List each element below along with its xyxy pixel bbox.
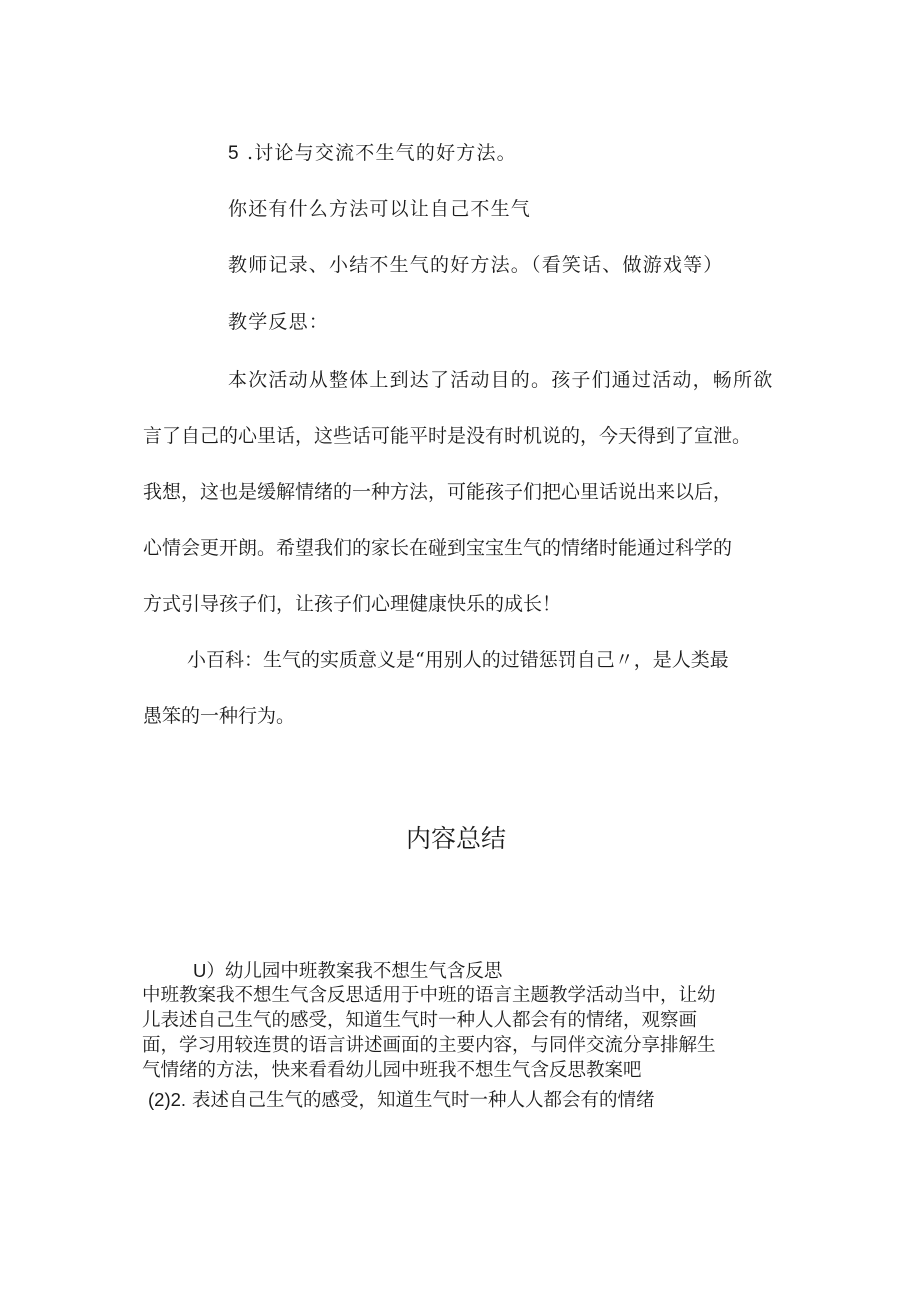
summary-item-2-text: 表述自己生气的感受，知道生气时一种人人都会有的情绪	[191, 1090, 655, 1111]
summary-item-1-line: 面，学习用较连贯的语言讲述画面的主要内容，与同伴交流分享排解生	[142, 1035, 716, 1056]
encyclopedia-tip-line: 小百科：生气的实质意义是“用别人的过错惩罚自己〃，是人类最	[187, 649, 729, 671]
summary-item-1-line: 儿表述自己生气的感受，知道生气时一种人人都会有的情绪，观察画	[142, 1010, 698, 1031]
reflection-paragraph-line: 言了自己的心里话，这些话可能平时是没有时机说的，今天得到了宣泄。	[143, 425, 752, 447]
reflection-paragraph-line: 心情会更开朗。希望我们的家长在碰到宝宝生气的情绪时能通过科学的	[143, 537, 733, 559]
step-number: 5	[228, 143, 240, 164]
summary-item-1-title-text: ）幼儿园中班教案我不想生气含反思	[206, 961, 503, 982]
summary-item-1-marker: U	[193, 960, 207, 981]
summary-item-1-line: 气情绪的方法，快来看看幼儿园中班我不想生气含反思教案吧	[142, 1060, 642, 1081]
reflection-paragraph-line: 我想，这也是缓解情绪的一种方法，可能孩子们把心里话说出来以后，	[143, 481, 733, 503]
reflection-title: 教学反思：	[228, 311, 330, 333]
reflection-paragraph-line: 本次活动从整体上到达了活动目的。孩子们通过活动，畅所欲	[228, 369, 774, 391]
reflection-paragraph-line: 方式引导孩子们，让孩子们心理健康快乐的成长！	[143, 593, 562, 615]
summary-item-2-marker: (2)2.	[148, 1089, 187, 1110]
summary-item-1-line: 中班教案我不想生气含反思适用于中班的语言主题教学活动当中，让幼	[142, 985, 716, 1006]
question-line: 你还有什么方法可以让自己不生气	[228, 198, 532, 220]
summary-item-2	[148, 1089, 654, 1112]
step-text: .讨论与交流不生气的好方法。	[247, 142, 517, 164]
encyclopedia-tip-line: 愚笨的一种行为。	[143, 705, 296, 727]
step-5-line	[228, 141, 517, 166]
summary-heading: 内容总结	[406, 824, 507, 853]
teacher-record-line: 教师记录、小结不生气的好方法。（看笑话、做游戏等）	[228, 254, 724, 276]
summary-item-1-title	[193, 960, 502, 983]
